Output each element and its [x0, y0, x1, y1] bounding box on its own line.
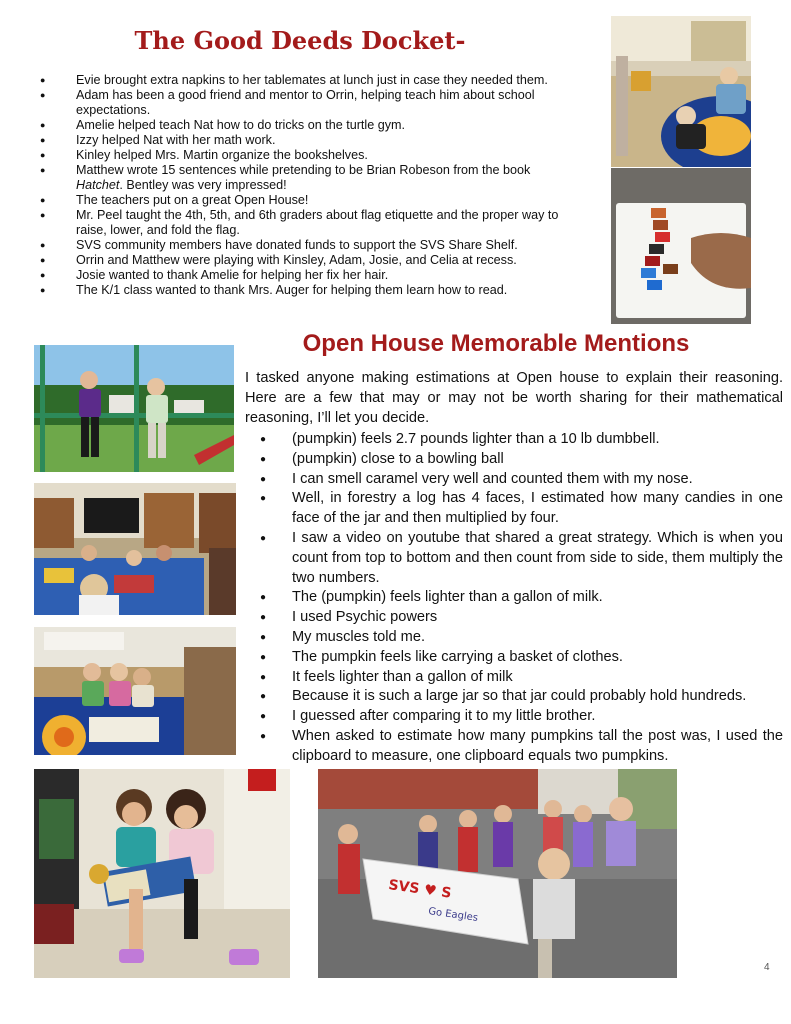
photo-flag-parade — [318, 769, 677, 978]
mention-item: ● The (pumpkin) feels lighter than a gallon of milk. — [260, 588, 783, 608]
mention-item: ● I can smell caramel very well and counted them with my nose. — [260, 470, 783, 490]
deed-item: ● Josie wanted to thank Amelie for helping her fix her hair. — [40, 268, 570, 283]
mention-item: ● The pumpkin feels like carrying a basket of clothes. — [260, 648, 783, 668]
page-number: 4 — [764, 962, 770, 973]
deed-item: ● The teachers put on a great Open House! — [40, 193, 570, 208]
mention-item: ● (pumpkin) feels 2.7 pounds lighter than a 10 lb dumbbell. — [260, 430, 783, 450]
deeds-list — [40, 73, 570, 298]
photo-turtle-gym — [34, 345, 234, 472]
deed-item: ● The K/1 class wanted to thank Mrs. Auger for helping them learn how to read. — [40, 283, 570, 298]
deed-item: ● Amelie helped teach Nat how to do tricks on the turtle gym. — [40, 118, 570, 133]
photo-kids-on-rug — [34, 627, 236, 755]
mention-item: ● Well, in forestry a log has 4 faces, I estimated how many candies in one face of the jar and then multiplied by four. — [260, 489, 783, 529]
mention-item: ● When asked to estimate how many pumpkins tall the post was, I used the clipboard to measure, one clipboard equals two pumpkins. — [260, 727, 783, 767]
mention-item: ● I used Psychic powers — [260, 608, 783, 628]
deed-item: ● Kinley helped Mrs. Martin organize the bookshelves. — [40, 148, 570, 163]
deed-item: ● Adam has been a good friend and mentor to Orrin, helping teach him about school expectations. — [40, 88, 570, 118]
deed-item: ● Izzy helped Nat with her math work. — [40, 133, 570, 148]
photo-library-reading — [34, 483, 236, 615]
photo-counting-cubes — [611, 168, 751, 324]
banner-subtext: Go Eagles — [427, 906, 479, 924]
deed-item: ● Orrin and Matthew were playing with Kinsley, Adam, Josie, and Celia at recess. — [40, 253, 570, 268]
mentions-list — [260, 430, 783, 767]
deed-item: ● Mr. Peel taught the 4th, 5th, and 6th graders about flag etiquette and the proper way to raise, lower, and fold the flag. — [40, 208, 570, 238]
deed-item: ● Evie brought extra napkins to her tablemates at lunch just in case they needed them. — [40, 73, 570, 88]
mention-item: ● (pumpkin) close to a bowling ball — [260, 450, 783, 470]
deeds-title: The Good Deeds Docket- — [134, 26, 466, 55]
deed-item: ● Matthew wrote 15 sentences while pretending to be Brian Robeson from the book Hatchet. Bentley was very impressed! — [40, 163, 570, 193]
banner-text: SVS ♥ S — [387, 877, 453, 902]
mention-item: ● Because it is such a large jar so that jar could probably hold hundreds. — [260, 687, 783, 707]
deed-item: ● SVS community members have donated funds to support the SVS Share Shelf. — [40, 238, 570, 253]
mention-item: ● I guessed after comparing it to my little brother. — [260, 707, 783, 727]
photo-reading-girls — [34, 769, 290, 978]
photo-classroom-rug — [611, 16, 751, 167]
mentions-intro: I tasked anyone making estimations at Open house to explain their reasoning. Here are a few that may or may not be worth sharing for their mathematical reasoning, I’ll let you decide. — [245, 370, 783, 426]
mention-item: ● My muscles told me. — [260, 628, 783, 648]
mentions-title: Open House Memorable Mentions — [302, 330, 690, 357]
mention-item: ● It feels lighter than a gallon of milk — [260, 668, 783, 688]
mention-item: ● I saw a video on youtube that shared a great strategy. Which is when you count from top to bottom and then count from side to side, them multiply the two numbers. — [260, 529, 783, 588]
